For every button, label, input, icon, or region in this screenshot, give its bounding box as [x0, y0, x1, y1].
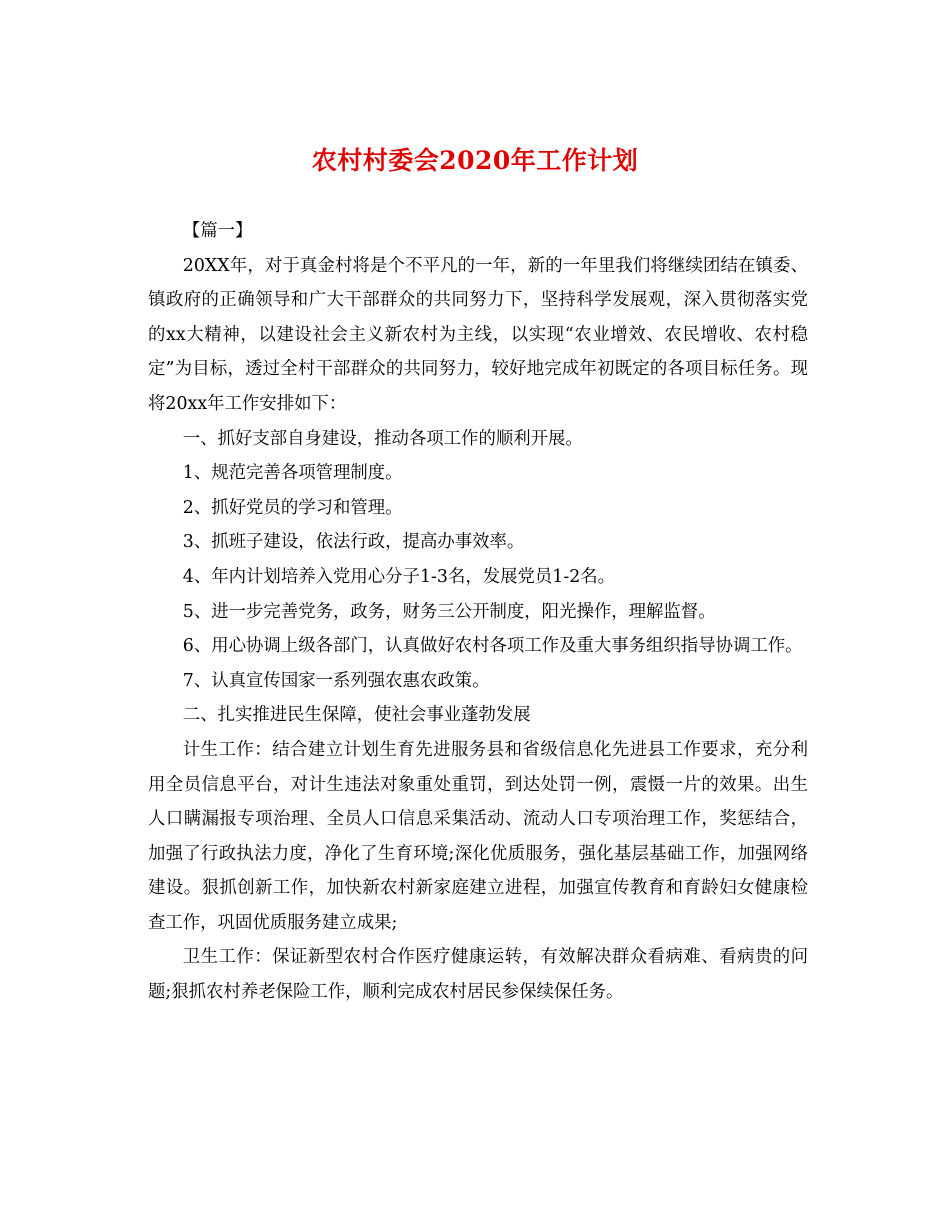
part-one-heading: 一、抓好支部自身建设，推动各项工作的顺利开展。 — [182, 428, 583, 449]
part-two-heading: 二、扎实推进民生保障，使社会事业蓬勃发展 — [182, 705, 531, 726]
list-item: 5、进一步完善党务，政务，财务三公开制度，阳光操作，理解监督。 — [182, 601, 716, 622]
list-item: 3、抓班子建设，依法行政，提高办事效率。 — [182, 532, 525, 553]
section-heading: 【篇一】 — [182, 221, 253, 241]
document-title: 农村村委会2020年工作计划 — [311, 146, 639, 175]
list-item: 4、年内计划培养入党用心分子1-3名，发展党员1-2名。 — [182, 566, 616, 587]
document-body — [148, 214, 808, 1010]
list-item: 2、抓好党员的学习和管理。 — [182, 497, 403, 518]
intro-paragraph: 20XX年，对于真金村将是个不平凡的一年，新的一年里我们将继续团结在镇委、镇政府的正确领导和广大干部群众的共同努力下，坚持科学发展观，深入贯彻落实党的xx大精神，以建设社会主义新农村为主线，以实现“农业增效、农民增收、农村稳定”为目标，透过全村干部群众的共同努力，较好地完成年初既定的各项目标任务。现将20xx年工作安排如下： — [148, 255, 808, 414]
list-item: 1、规范完善各项管理制度。 — [182, 463, 403, 484]
list-item: 6、用心协调上级各部门，认真做好农村各项工作及重大事务组织指导协调工作。 — [182, 636, 803, 657]
health-paragraph: 卫生工作：保证新型农村合作医疗健康运转，有效解决群众看病难、看病贵的问题;狠抓农村养老保险工作，顺利完成农村居民参保续保任务。 — [148, 947, 808, 1003]
family-planning-paragraph: 计生工作：结合建立计划生育先进服务县和省级信息化先进县工作要求，充分利用全员信息平台，对计生违法对象重处重罚，到达处罚一例，震慑一片的效果。出生人口瞒漏报专项治理、全员人口信息采集活动、流动人口专项治理工作，奖惩结合，加强了行政执法力度，净化了生育环境;深化优质服务，强化基层基础工作，加强网络建设。狠抓创新工作，加快新农村新家庭建立进程，加强宣传教育和育龄妇女健康检查工作，巩固优质服务建立成果; — [148, 739, 808, 933]
list-item: 7、认真宣传国家一系列强农惠农政策。 — [182, 670, 490, 691]
